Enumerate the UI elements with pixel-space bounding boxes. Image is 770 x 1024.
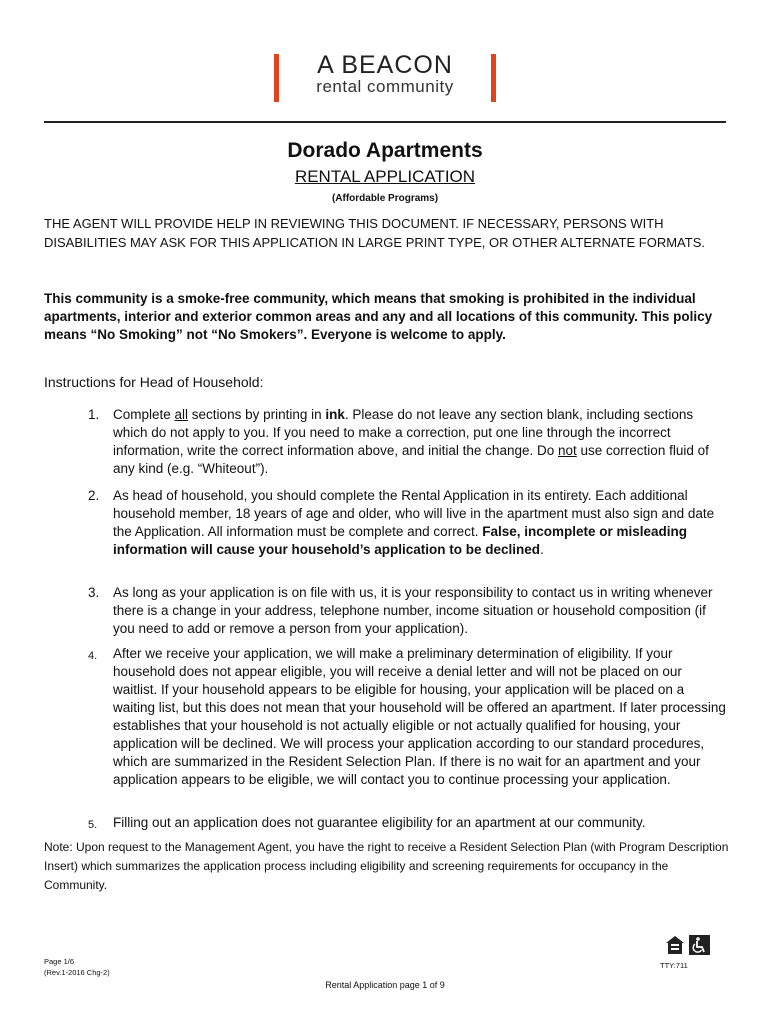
list-item — [88, 814, 728, 832]
item-text-part: sections by printing in — [188, 407, 326, 422]
instructions-heading: Instructions for Head of Household: — [44, 374, 264, 390]
item-text-part: Complete — [113, 407, 175, 422]
beacon-logo — [274, 52, 496, 104]
accessibility-icon — [689, 935, 710, 955]
smoke-free-text-1: This community is a smoke-free community, which means that smoking is prohibited in the individual apartments, interior and exterior common areas and any and all locations of this community — [44, 291, 696, 324]
item-text-bold: False, incomplete or misleading information will cause your household’s application to be declined — [113, 524, 688, 557]
item-text — [113, 406, 728, 478]
item-text-part: . Please do not leave any section blank, including sections which do not apply to you. If you need to make a correction, put one line through the incorrect information, write the correct information above, and initial the change. Do — [113, 407, 694, 458]
item-text-part: . — [540, 542, 544, 557]
item-text-underline: not — [558, 443, 577, 458]
item-number: 2. — [88, 488, 100, 503]
smoke-free-text-2: . This policy means “No Smoking” not “No Smokers”. Everyone is welcome to apply. — [44, 309, 713, 342]
list-item — [88, 584, 728, 638]
equal-housing-icon — [666, 936, 684, 954]
page-subtitle: RENTAL APPLICATION — [294, 167, 476, 186]
footer-icons — [664, 934, 712, 956]
item-number: 1. — [88, 407, 100, 422]
smoke-free-notice — [44, 290, 730, 344]
logo-bar-left — [274, 54, 279, 102]
item-text: After we receive your application, we will make a preliminary determination of eligibility. If your household does not appear eligible, you will receive a denial letter and will not be placed on our waitlist. If your household appears to be eligible for housing, your application will be placed on a waiting list, but this does not mean that your household will be offered an apartment. If later processing establishes that your household is not actually eligible or not actually qualified for housing, your application will be declined. We will process your application according to our standard procedures, which are summarized in the Resident Selection Plan. If there is no wait for an apartment and your application appears to be eligible, we will contact you to continue processing your application. — [113, 646, 726, 787]
item-number: 3. — [88, 585, 100, 600]
logo-bar-right — [491, 54, 496, 102]
page-number-block — [44, 956, 110, 978]
list-item — [88, 487, 728, 559]
list-item — [88, 406, 728, 478]
footer-page-label: Rental Application page 1 of 9 — [325, 980, 445, 990]
item-text — [113, 487, 728, 559]
list-item — [88, 645, 728, 789]
item-text: Filling out an application does not guarantee eligibility for an apartment at our community. — [113, 815, 646, 830]
agent-notice: THE AGENT WILL PROVIDE HELP IN REVIEWING THIS DOCUMENT. IF NECESSARY, PERSONS WITH DISABILITIES MAY ASK FOR THIS APPLICATION IN LARGE PRINT TYPE, OR OTHER ALTERNATE FORMATS. — [44, 216, 705, 250]
tty-label: TTY:711 — [660, 961, 688, 970]
item-text-underline: all — [174, 407, 189, 422]
revision-label: (Rev.1-2016 Chg-2) — [44, 968, 110, 977]
note-paragraph: Note: Upon request to the Management Agent, you have the right to receive a Resident Selection Plan (with Program Description Insert) which summarizes the application process including eligibility and screening requirements for occupancy in the Community. — [44, 840, 729, 892]
page-number: Page 1/6 — [44, 957, 75, 966]
programs-label: (Affordable Programs) — [331, 193, 439, 204]
page-title: Dorado Apartments — [287, 139, 483, 162]
logo-text-main: A BEACON — [317, 51, 453, 79]
item-number: 5. — [88, 819, 98, 831]
footer-icons-svg — [664, 934, 712, 956]
item-text: As long as your application is on file with us, it is your responsibility to contact us in writing whenever there is a change in your address, telephone number, income situation or household composition (if you need to add or remove a person from your application). — [113, 585, 713, 636]
item-text-part: As head of household, you should complete the Rental Application in its entirety. Each additional household member, 18 years of age and older, who will live in the apartment must also sign and date the Application. All information must be complete and correct. — [113, 488, 715, 539]
logo-text-sub: rental community — [316, 77, 454, 96]
item-text-part: use correction fluid of any kind (e.g. “Whiteout”). — [113, 443, 709, 476]
header-rule — [44, 121, 726, 123]
item-number: 4. — [88, 650, 98, 662]
item-text-bold: ink — [325, 407, 345, 422]
